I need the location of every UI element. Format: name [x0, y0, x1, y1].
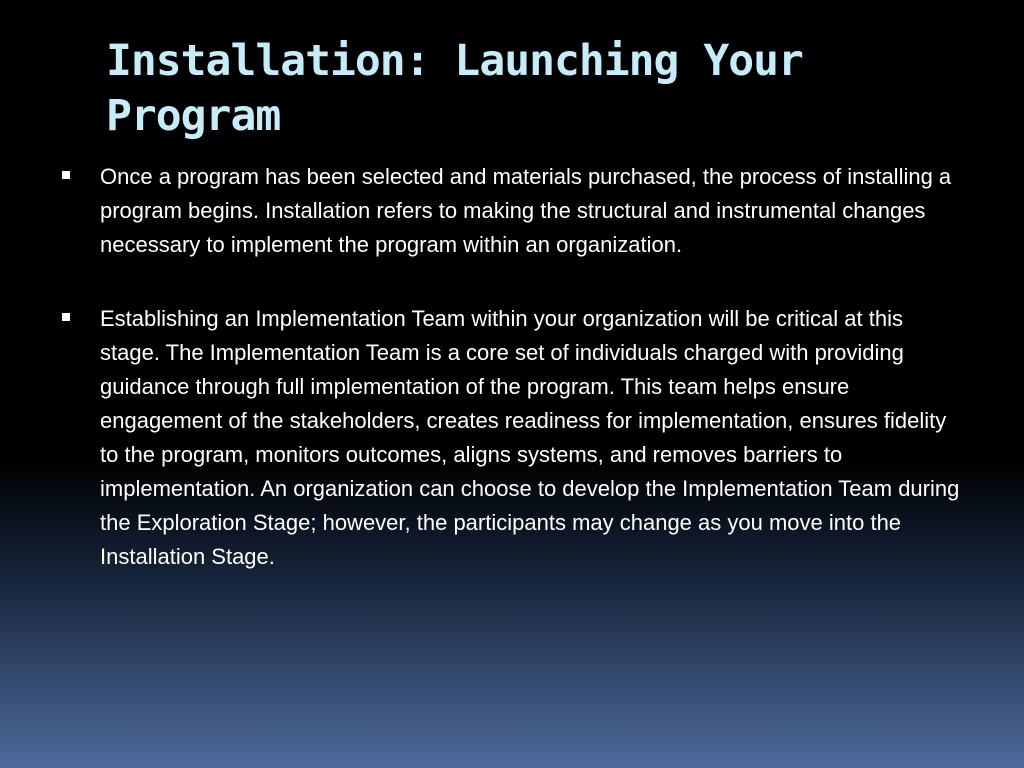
square-bullet-icon: [62, 171, 70, 179]
bullet-item: [60, 302, 960, 574]
slide-title: Installation: Launching Your Program: [106, 36, 803, 141]
bullet-text: Establishing an Implementation Team within your organization will be critical at this stage. The Implementation Team is a core set of individuals charged with providing guidance through full implementation of the program. This team helps ensure engagement of the stakeholders, creates readiness for implementation, ensures fidelity to the program, monitors outcomes, aligns systems, and removes barriers to implementation. An organization can choose to develop the Implementation Team during the Exploration Stage; however, the participants may change as you move into the Installation Stage.: [100, 306, 960, 569]
bullet-list: [60, 160, 960, 574]
bullet-item: [60, 160, 960, 262]
square-bullet-icon: [62, 313, 70, 321]
bullet-text: Once a program has been selected and materials purchased, the process of installing a program begins. Installation refers to making the structural and instrumental changes necessary to implement the program within an organization.: [100, 164, 952, 257]
